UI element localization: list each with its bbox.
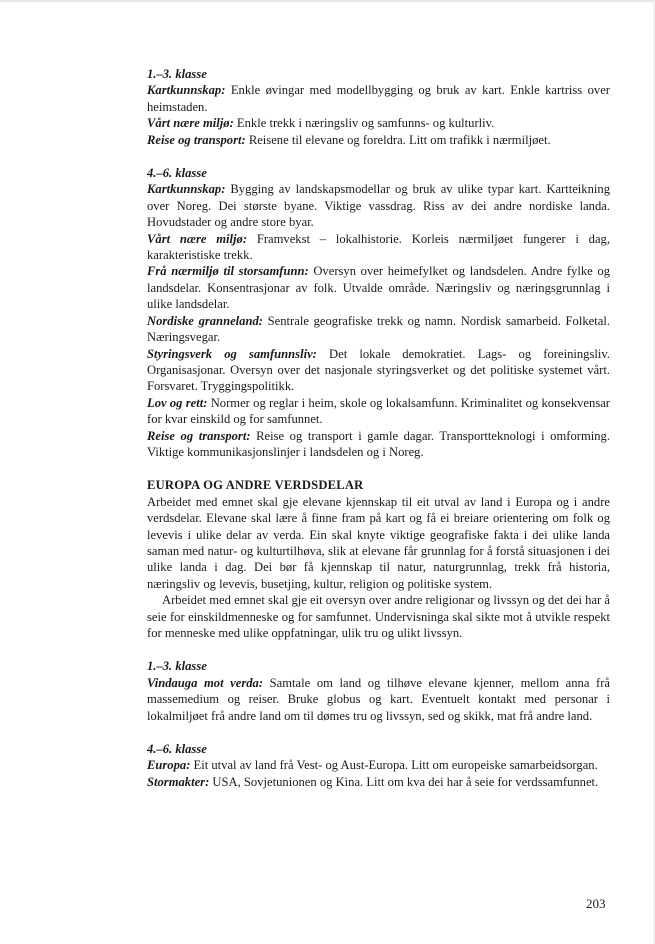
section-grade-1-3-geography xyxy=(147,66,610,148)
entry xyxy=(147,757,610,773)
entry xyxy=(147,774,610,790)
entry-label: Reise og transport: xyxy=(147,132,246,147)
section-heading: 4.–6. klasse xyxy=(147,166,207,181)
section-europe-and-other-continents xyxy=(147,477,610,641)
body-paragraph: Arbeidet med emnet skal gje elevane kjennskap til eit utval av land i Europa og i andre verdsdelar. Elevane skal lære å finne fram på kart og få ei breiare orientering om folk og levevis i ulike delar av verda. Ein skal knyte viktige geografiske fakta i dei ulike landa saman med natur- og kulturtilhøva, slik at elevane får grunnlag for å forstå situasjonen i dei ulike landa i dag. Dei bør få kjennskap til natur, naturgrunnlag, trekk frå historia, næringsliv og levevis, busetjing, kultur, religion og politiske system. xyxy=(147,494,610,591)
entry-label: Kartkunnskap: xyxy=(147,182,226,197)
section-heading: 1.–3. klasse xyxy=(147,659,207,674)
entry-text: Bygging av landskapsmodellar og bruk av ulike typar kart. Kartteikning over Noreg. Dei største byane. Viktige vassdrag. Riss av dei andre nordiske landa. Hovudstader og andre store byar. xyxy=(147,182,610,230)
entry xyxy=(147,675,610,724)
entry-text: Enkle øvingar med modellbygging og bruk av kart. Enkle kartriss over heimstaden. xyxy=(147,83,610,114)
entry-label: Vårt nære miljø: xyxy=(147,116,234,131)
page-number: 203 xyxy=(586,896,606,911)
scan-edge-top xyxy=(0,0,655,2)
section-heading: 4.–6. klasse xyxy=(147,742,207,757)
entry-label: Stormakter: xyxy=(147,774,210,789)
entry-text: USA, Sovjetunionen og Kina. Litt om kva dei har å seie for verdssamfunnet. xyxy=(209,774,599,789)
entry-label: Reise og transport: xyxy=(147,428,251,443)
entry xyxy=(147,346,610,395)
entry-label: Kartkunnskap: xyxy=(147,83,226,98)
entry xyxy=(147,313,610,346)
text-column xyxy=(147,66,610,790)
entry xyxy=(147,231,610,264)
entry xyxy=(147,395,610,428)
section-grade-4-6-geography xyxy=(147,165,610,460)
entry xyxy=(147,428,610,461)
entry-text: Eit utval av land frå Vest- og Aust-Europa. Litt om europeiske samarbeidsorgan. xyxy=(190,758,598,773)
entry xyxy=(147,132,610,148)
entry xyxy=(147,263,610,312)
entry-text: Sentrale geografiske trekk og namn. Nordisk samarbeid. Folketal. Næringsvegar. xyxy=(147,313,610,345)
entry-text: Normer og reglar i heim, skole og lokalsamfunn. Kriminalitet og konsekvensar for kvar einskild og for samfunnet. xyxy=(147,395,611,427)
entry-text: Reisene til elevane og foreldra. Litt om trafikk i nærmiljøet. xyxy=(245,132,551,147)
entry-text: Samtale om land og tilhøve elevane kjenner, mellom anna frå massemedium og reiser. Bruke globus og kart. Eventuelt kontakt med personar i lokalmiljøet frå andre land om til dømes tru og livssyn, sed og skikk, mat frå andre land. xyxy=(147,675,611,723)
entry-label: Vindauga mot verda: xyxy=(147,675,264,690)
entry-text: Oversyn over heimefylket og landsdelen. Andre fylke og landsdelar. Konsentrasjonar av folk. Utvalde område. Næringsliv og næringsgrunnlag i ulike landsdelar. xyxy=(147,264,610,312)
entry-text: Det lokale demokratiet. Lags- og foreiningsliv. Organisasjonar. Oversyn over det nasjonale styringsverket og det politiske systemet vårt. Forsvaret. Tryggingspolitikk. xyxy=(147,346,610,394)
entry-text: Enkle trekk i næringsliv og samfunns- og kulturliv. xyxy=(233,116,495,131)
entry-label: Styringsverk og samfunnsliv: xyxy=(147,346,317,361)
section-grade-4-6-world xyxy=(147,741,610,790)
entry-label: Europa: xyxy=(147,758,191,773)
entry-text: Reise og transport i gamle dagar. Transportteknologi i omforming. Viktige kommunikasjonslinjer i landsdelen og i Noreg. xyxy=(147,428,610,459)
section-heading: 1.–3. klasse xyxy=(147,67,207,81)
entry xyxy=(147,181,610,230)
entry-label: Vårt nære miljø: xyxy=(147,231,248,246)
entry-label: Frå nærmiljø til storsamfunn: xyxy=(147,264,309,279)
section-grade-1-3-world xyxy=(147,658,610,724)
chapter-title: EUROPA OG ANDRE VERDSDELAR xyxy=(147,478,364,493)
entry xyxy=(147,115,610,131)
body-paragraph: Arbeidet med emnet skal gje eit oversyn over andre religionar og livssyn og det dei har å seie for einskildmenneske og for samfunnet. Undervisninga skal sikte mot å utvikle respekt for menneske med ulike oppfatningar, ulik tru og ulikt livssyn. xyxy=(147,593,610,640)
entry-text: Framvekst – lokalhistorie. Korleis nærmiljøet fungerer i dag, karakteristiske trekk. xyxy=(147,231,610,263)
entry-label: Nordiske granneland: xyxy=(147,313,263,328)
entry-label: Lov og rett: xyxy=(147,395,208,410)
entry xyxy=(147,82,610,115)
